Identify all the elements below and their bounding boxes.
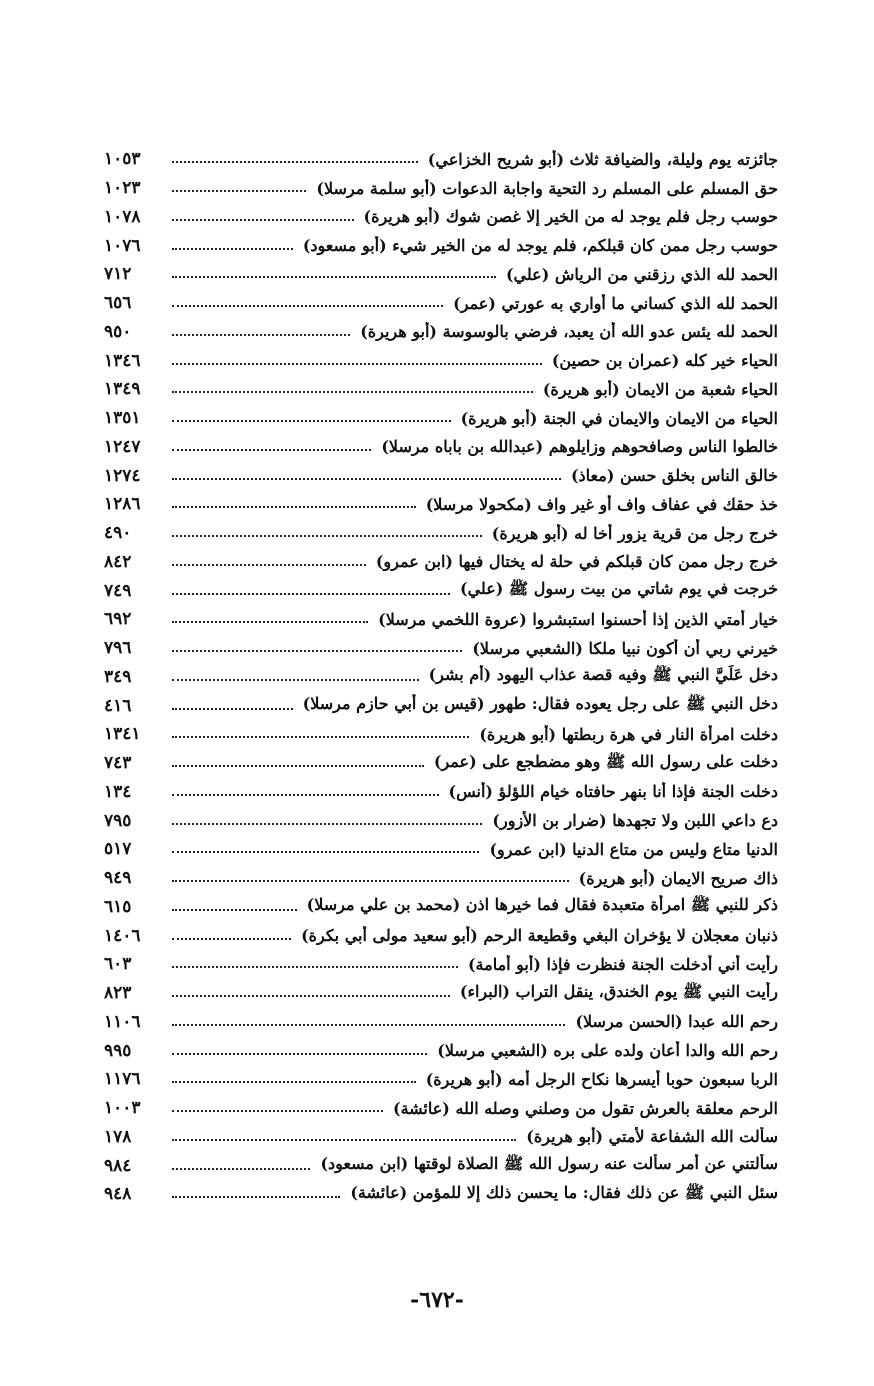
dot-leader [172, 564, 366, 566]
entry-page-number: ٧٩٦ [104, 638, 132, 659]
index-entry [104, 1180, 778, 1209]
index-entry [104, 289, 778, 318]
entry-page-number: ٥١٧ [104, 839, 132, 860]
entry-text: الحمد لله الذي رزقني من الرياش (علي) [505, 264, 778, 284]
entry-text: الحياء شعبة من الايمان (أبو هريرة) [542, 379, 778, 399]
entry-page-number: ٩٤٩ [104, 868, 132, 889]
index-entry [104, 691, 778, 720]
entry-text: جائزته يوم وليلة، والضيافة ثلاث (أبو شريح الخزاعي) [427, 149, 778, 169]
entry-text: رأيت أني أدخلت الجنة فنظرت فإذا (أبو أمامة) [467, 954, 778, 974]
entry-text: دخل عَلَيَّ النبي ﷺ وفيه قصة عذاب اليهود (أم بشر) [428, 665, 778, 685]
dot-leader [172, 593, 450, 595]
dot-leader [172, 851, 479, 853]
entry-text: خرجت في يوم شاتي من بيت رسول ﷺ (علي) [460, 579, 778, 599]
entry-page-number: ٦٩٢ [104, 609, 132, 630]
index-entry [104, 203, 778, 232]
entry-text: ذكر للنبي ﷺ امرأة متعبدة فقال فما خيرها اذن (محمد بن علي مرسلا) [306, 895, 778, 915]
entry-text: خيار أمتي الذين إذا أحسنوا استبشروا (عروة اللخمي مرسلا) [378, 609, 778, 629]
dot-leader [172, 909, 297, 911]
entry-page-number: ١٧٨ [104, 1126, 132, 1147]
entry-text: سئل النبي ﷺ عن ذلك فقال: ما يحسن ذلك إلا للمؤمن (عائشة) [350, 1182, 778, 1202]
dot-leader [172, 535, 482, 537]
entry-page-number: ٤٩٠ [104, 523, 132, 544]
entry-page-number: ١٣٥١ [104, 408, 141, 429]
entry-text: حوسب رجل فلم يوجد له من الخير إلا غصن شوك (أبو هريرة) [363, 207, 778, 227]
dot-leader [172, 880, 569, 882]
index-entry [104, 1151, 778, 1180]
entry-page-number: ١٣٤٦ [104, 350, 141, 371]
entry-text: ذنبان معجلان لا يؤخران البغي وقطيعة الرحم (أبو سعيد مولى أبي بكرة) [301, 926, 778, 946]
entry-page-number: ١١٠٦ [104, 1011, 141, 1032]
entry-text: حق المسلم على المسلم رد التحية واجابة الدعوات (أبو سلمة مرسلا) [316, 178, 778, 198]
dot-leader [172, 161, 418, 163]
entry-page-number: ١٠٧٨ [104, 206, 141, 227]
entry-text: خيرني ربي أن أكون نبيا ملكا (الشعبي مرسلا) [472, 638, 778, 658]
entry-text: الحمد لله يئس عدو الله أن يعبد، فرضي بالوسوسة (أبو هريرة) [360, 322, 778, 342]
index-entry [104, 1065, 778, 1094]
index-entry [104, 806, 778, 835]
index-entry [104, 749, 778, 778]
dot-leader [172, 478, 561, 480]
index-entry [104, 893, 778, 922]
dot-leader [172, 823, 482, 825]
dot-leader [172, 363, 542, 365]
dot-leader [172, 1081, 416, 1083]
dot-leader [172, 938, 291, 940]
index-entry [104, 231, 778, 260]
dot-leader [172, 736, 469, 738]
entry-text: سألت الله الشفاعة لأمتي (أبو هريرة) [526, 1127, 778, 1147]
entry-text: رأيت النبي ﷺ يوم الخندق، ينقل التراب (البراء) [459, 981, 778, 1001]
index-entry [104, 864, 778, 893]
entry-text: رحم الله عبدا (الحسن مرسلا) [575, 1012, 778, 1032]
index-entry [104, 1123, 778, 1152]
entry-text: خرج رجل من قرية يزور أخا له (أبو هريرة) [491, 523, 778, 543]
index-entry [104, 720, 778, 749]
entry-page-number: ٧١٢ [104, 264, 132, 285]
dot-leader [172, 506, 416, 508]
dot-leader [172, 966, 458, 968]
hadith-index-list [104, 145, 778, 1209]
index-entry [104, 921, 778, 950]
index-entry [104, 346, 778, 375]
dot-leader [172, 449, 371, 451]
index-entry [104, 318, 778, 347]
entry-page-number: ٩٩٥ [104, 1040, 132, 1061]
dot-leader [172, 1168, 310, 1170]
entry-page-number: ٧٤٣ [104, 753, 132, 774]
entry-page-number: ٤١٦ [104, 695, 132, 716]
entry-page-number: ١٠٠٣ [104, 1098, 141, 1119]
index-entry [104, 174, 778, 203]
entry-page-number: ١٣٤ [104, 781, 132, 802]
entry-page-number: ١٠٢٣ [104, 178, 141, 199]
entry-text: ذاك صريح الايمان (أبو هريرة) [578, 868, 778, 888]
entry-page-number: ١٢٧٤ [104, 465, 141, 486]
entry-text: حوسب رجل ممن كان قبلكم، فلم يوجد له من الخير شيء (أبو مسعود) [302, 236, 778, 256]
dot-leader [172, 190, 306, 192]
index-entry [104, 375, 778, 404]
entry-page-number: ٧٩٥ [104, 810, 132, 831]
dot-leader [172, 248, 293, 250]
index-entry [104, 433, 778, 462]
entry-text: خرج رجل ممن كان قبلكم في حلة له يختال فيها (ابن عمرو) [375, 552, 778, 572]
dot-leader [172, 679, 419, 681]
index-entry [104, 950, 778, 979]
index-entry [104, 634, 778, 663]
dot-leader [172, 1024, 565, 1026]
dot-leader [172, 1139, 516, 1141]
dot-leader [172, 334, 350, 336]
entry-page-number: ١٣٤١ [104, 724, 141, 745]
entry-text: رحم الله والدا أعان ولده على بره (الشعبي مرسلا) [437, 1041, 778, 1061]
entry-page-number: ٣٤٩ [104, 666, 132, 687]
index-entry [104, 548, 778, 577]
entry-text: دع داعي اللبن ولا تجهدها (ضرار بن الأزور) [492, 811, 778, 831]
dot-leader [172, 305, 443, 307]
dot-leader [172, 1110, 383, 1112]
index-entry [104, 145, 778, 174]
entry-text: الحياء خير كله (عمران بن حصين) [551, 351, 778, 371]
entry-page-number: ١٠٧٦ [104, 235, 141, 256]
entry-text: الحمد لله الذي كساني ما أواري به عورتي (عمر) [453, 293, 778, 313]
entry-page-number: ٩٨٤ [104, 1155, 132, 1176]
index-entry [104, 461, 778, 490]
index-entry [104, 404, 778, 433]
entry-text: الحياء من الايمان والايمان في الجنة (أبو هريرة) [460, 408, 778, 428]
entry-text: الدنيا متاع وليس من متاع الدنيا (ابن عمرو) [489, 839, 778, 859]
entry-text: دخلت الجنة فإذا أنا بنهر حافتاه خيام اللؤلؤ (أنس) [448, 782, 778, 802]
dot-leader [172, 276, 496, 278]
entry-page-number: ٦٠٣ [104, 954, 132, 975]
entry-text: سألتني عن أمر سألت عنه رسول الله ﷺ الصلاة لوقتها (ابن مسعود) [320, 1154, 778, 1174]
dot-leader [172, 621, 368, 623]
entry-text: خذ حقك في عفاف واف أو غير واف (مكحولا مرسلا) [425, 494, 778, 514]
dot-leader [172, 420, 451, 422]
index-entry [104, 1008, 778, 1037]
index-entry [104, 519, 778, 548]
page-number: -٦٧٢- [410, 1287, 464, 1313]
index-entry [104, 576, 778, 605]
entry-page-number: ١٠٥٣ [104, 149, 141, 170]
entry-page-number: ١١٧٦ [104, 1069, 141, 1090]
entry-text: الرحم معلقة بالعرش تقول من وصلني وصله الله (عائشة) [393, 1098, 778, 1118]
entry-page-number: ١٢٨٦ [104, 494, 141, 515]
index-entry [104, 1036, 778, 1065]
index-entry [104, 490, 778, 519]
index-entry [104, 605, 778, 634]
entry-text: خالق الناس بخلق حسن (معاذ) [570, 466, 778, 486]
entry-page-number: ٦١٥ [104, 896, 132, 917]
entry-page-number: ٩٥٠ [104, 321, 132, 342]
dot-leader [172, 708, 293, 710]
entry-page-number: ٧٤٩ [104, 580, 132, 601]
index-entry [104, 979, 778, 1008]
index-entry [104, 663, 778, 692]
entry-text: دخلت على رسول الله ﷺ وهو مضطجع على (عمر) [433, 751, 778, 771]
dot-leader [172, 1196, 340, 1198]
entry-text: خالطوا الناس وصافحوهم وزايلوهم (عبدالله بن باباه مرسلا) [381, 437, 778, 457]
entry-text: الربا سبعون حوبا أيسرها نكاح الرجل أمه (أبو هريرة) [425, 1069, 778, 1089]
index-entry [104, 778, 778, 807]
entry-page-number: ٩٤٨ [104, 1184, 132, 1205]
dot-leader [172, 219, 354, 221]
entry-page-number: ١٤٠٦ [104, 925, 141, 946]
index-entry [104, 260, 778, 289]
entry-page-number: ١٢٤٧ [104, 436, 141, 457]
dot-leader [172, 650, 462, 652]
index-entry [104, 835, 778, 864]
dot-leader [172, 765, 424, 767]
entry-page-number: ٦٥٦ [104, 293, 132, 314]
entry-page-number: ١٣٤٩ [104, 379, 141, 400]
dot-leader [172, 391, 533, 393]
dot-leader [172, 995, 450, 997]
entry-page-number: ٨٢٣ [104, 983, 132, 1004]
entry-text: دخل النبي ﷺ على رجل يعوده فقال: طهور (قيس بن أبي حازم مرسلا) [302, 694, 778, 714]
entry-page-number: ٨٤٢ [104, 551, 132, 572]
entry-text: دخلت امرأة النار في هرة ربطتها (أبو هريرة) [479, 724, 778, 744]
dot-leader [172, 794, 439, 796]
dot-leader [172, 1053, 427, 1055]
index-entry [104, 1094, 778, 1123]
